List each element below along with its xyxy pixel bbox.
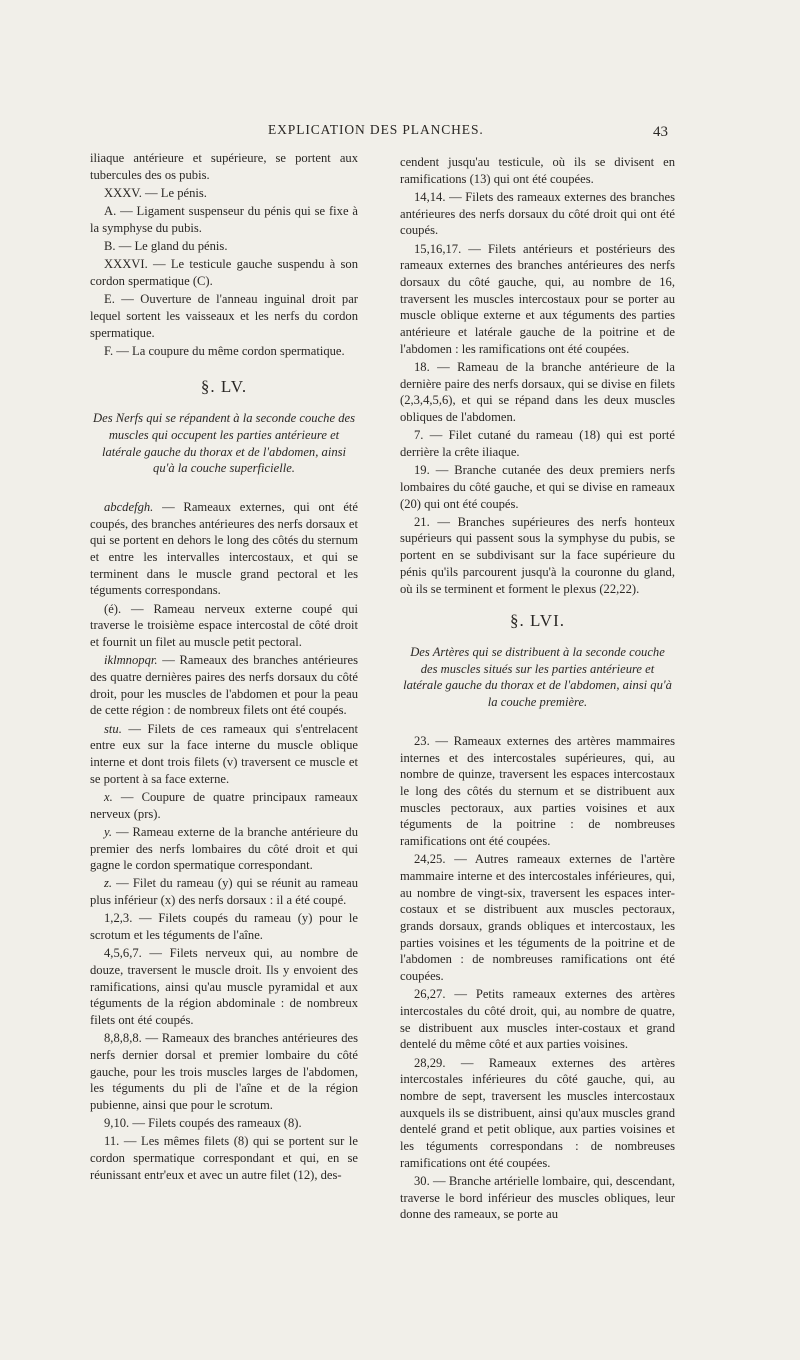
paragraph-label: y. (104, 824, 113, 839)
paragraph-text: — Filets de ces rameaux qui s'entrelacent entre eux sur la face interne du muscle oblique interne et dont trois filets (v) traversent ce muscle et se portent à sa face externe. (90, 721, 358, 786)
paragraph: F. — La coupure du même cordon spermatique. (104, 343, 345, 358)
paragraph: 8,8,8,8. — Rameaux des branches antérieures des nerfs dernier dorsal et premier lombaire du côté gauche, pour les trois muscles larges de l'abdomen, les téguments du pli de l'aîne et de la région pubienne, ainsi que pour le scrotum. (90, 1031, 358, 1113)
paragraph: 28,29. — Rameaux externes des artères intercostales inférieures du côté gauche, qui, au nombre de sept, traversent les muscles intercostaux auxquels ils se distribuent, ainsi qu'aux muscles grand dentelé grand et petit oblique, aux parties voisines et les téguments correspondans : de nombreuses ramifications ont été coupées. (400, 1055, 675, 1170)
paragraph-label: x. (104, 789, 113, 804)
paragraph (90, 824, 358, 874)
right-column (400, 154, 675, 1225)
paragraph: 9,10. — Filets coupés des rameaux (8). (104, 1116, 302, 1131)
paragraph: E. — Ouverture de l'anneau inguinal droit par lequel sortent les vaisseaux et les nerfs du cordon spermatique. (90, 292, 358, 340)
paragraph: A. — Ligament suspenseur du pénis qui se fixe à la symphyse du pubis. (90, 204, 358, 235)
paragraph-label: z. (104, 876, 113, 891)
paragraph: 1,2,3. — Filets coupés du rameau (y) pour le scrotum et les téguments de l'aîne. (90, 911, 358, 943)
paragraph: B. — Le gland du pénis. (104, 239, 228, 254)
paragraph-text: — Filet du rameau (y) qui se réunit au rameau plus inférieur (x) des nerfs dorsaux : il a été coupé. (90, 876, 358, 908)
paragraph: 18. — Rameau de la branche antérieure de la dernière paire des nerfs dorsaux, qui se divise en filets (2,3,4,5,6), et qui se répand dans les deux muscles obliques de l'abdomen. (400, 359, 675, 425)
paragraph: 23. — Rameaux externes des artères mammaires internes et des intercostales supérieures, qui, au nombre de quinze, traversent les espaces intercostaux le long des côtés du sternum et se distribuent aux muscles pectoraux, aux parties voisines et aux téguments de la poitrine : de nombreuses ramifications ont été coupées. (400, 733, 675, 849)
paragraph: 4,5,6,7. — Filets nerveux qui, au nombre de douze, traversent le muscle droit. Ils y envoient des ramifications, ainsi qu'au muscle pyramidal et aux téguments de la région abdominale : de nombreux filets ont été coupés. (90, 946, 358, 1028)
paragraph: 14,14. — Filets des rameaux externes des branches antérieures des nerfs dorsaux du côté droit qui ont été coupés. (400, 189, 675, 238)
paragraph: 26,27. — Petits rameaux externes des artères intercostales du côté droit, qui, au nombre de quatre, se distribuent aux muscles inter-costaux et grand dentelé du même côté et aux parties voisines. (400, 987, 675, 1052)
section-title-lv: Des Nerfs qui se répandent à la seconde couche des muscles qui occupent les parties antérieure et latérale gauche du thorax et de l'abdomen, ainsi qu'à la couche superficielle. (93, 411, 355, 476)
paragraph: (é). — Rameau nerveux externe coupé qui traverse le troisième espace intercostal de côté droit et fournit un filet au muscle petit pectoral. (90, 601, 358, 650)
section-title-lvi: Des Artères qui se distribuent à la seconde couche des muscles situés sur les parties antérieure et latérale gauche du thorax et de l'abdomen, ainsi qu'à la couche première. (403, 644, 672, 710)
left-column (90, 150, 358, 1185)
section-heading-lvi: §. LVI. (509, 611, 565, 631)
paragraph: cendent jusqu'au testicule, où ils se divisent en ramifications (13) qui ont été coupées. (400, 155, 675, 186)
page-number: 43 (653, 124, 668, 140)
running-title: EXPLICATION DES PLANCHES. (268, 122, 484, 137)
paragraph: XXXV. — Le pénis. (104, 185, 207, 200)
paragraph (90, 789, 358, 822)
paragraph: 30. — Branche artérielle lombaire, qui, descendant, traverse le bord inférieur des muscles obliques, leur donne des rameaux, se porte au (400, 1174, 675, 1222)
paragraph: XXXVI. — Le testicule gauche suspendu à son cordon spermatique (C). (90, 257, 358, 288)
paragraph: 15,16,17. — Filets antérieurs et postérieurs des rameaux externes des branches antérieures des nerfs dorsaux du côté gauche, qui, au nombre de 16, traversent les muscles intercostaux pour se porter au muscle oblique externe et aux téguments des parties antérieure et latérale gauche de la poitrine et de l'abdomen : les ramifications ont été coupées. (400, 241, 675, 356)
paragraph-label: abcdefgh. (104, 499, 154, 514)
paragraph-text: — Coupure de quatre principaux rameaux nerveux (prs). (90, 789, 358, 821)
paragraph: 7. — Filet cutané du rameau (18) qui est porté derrière la crête iliaque. (400, 428, 675, 459)
paragraph-label: stu. (104, 721, 122, 736)
paragraph-text: — Rameaux externes, qui ont été coupés, des branches antérieures des nerfs dorsaux et qui se portent en dehors le long des côtés du sternum et entre les intervalles intercostaux, et qui se terminent dans le muscle grand pectoral et les téguments correspondans. (90, 499, 358, 598)
paragraph (90, 499, 358, 599)
paragraph (90, 721, 358, 788)
paragraph-text: — Rameaux des branches antérieures des quatre dernières paires des nerfs dorsaux du côté droit, pour les muscles de l'abdomen et pour la peau de cette région : de nombreux filets ont été coupés. (90, 653, 358, 718)
paragraph: 19. — Branche cutanée des deux premiers nerfs lombaires du côté gauche, et qui se divise en rameaux (20) qui ont été coupés. (400, 463, 675, 511)
paragraph: 11. — Les mêmes filets (8) qui se portent sur le cordon spermatique correspondant et qui, en se réunissant entr'eux et avec un autre filet (12), des- (90, 1134, 358, 1182)
paragraph: 21. — Branches supérieures des nerfs honteux supérieurs qui passent sous la symphyse du pubis, se portent en se subdivisant sur la face supérieure du pénis qu'ils parcourent jusqu'à la couronne du gland, où ils se terminent et forment le plexus (22,22). (400, 514, 675, 596)
paragraph-label: iklmnopqr. (104, 653, 158, 668)
paragraph (90, 875, 358, 908)
paragraph (90, 652, 358, 719)
paragraph-text: — Rameau externe de la branche antérieure du premier des nerfs lombaires du côté droit et qui gagne le cordon spermatique correspondant. (90, 824, 358, 873)
paragraph: iliaque antérieure et supérieure, se portent aux tubercules des os pubis. (90, 151, 358, 182)
section-heading-lv: §. LV. (200, 377, 248, 397)
paragraph: 24,25. — Autres rameaux externes de l'artère mammaire interne et des intercostales inférieures, qui, au nombre de vingt-six, traversent les espaces inter-costaux et se distribuent aux muscles pectoraux, grands dorsaux, grands obliques et intercostaux, les parties voisines et les téguments de la poitrine et de l'abdomen : de nombreuses ramifications ont été coupées. (400, 852, 675, 984)
